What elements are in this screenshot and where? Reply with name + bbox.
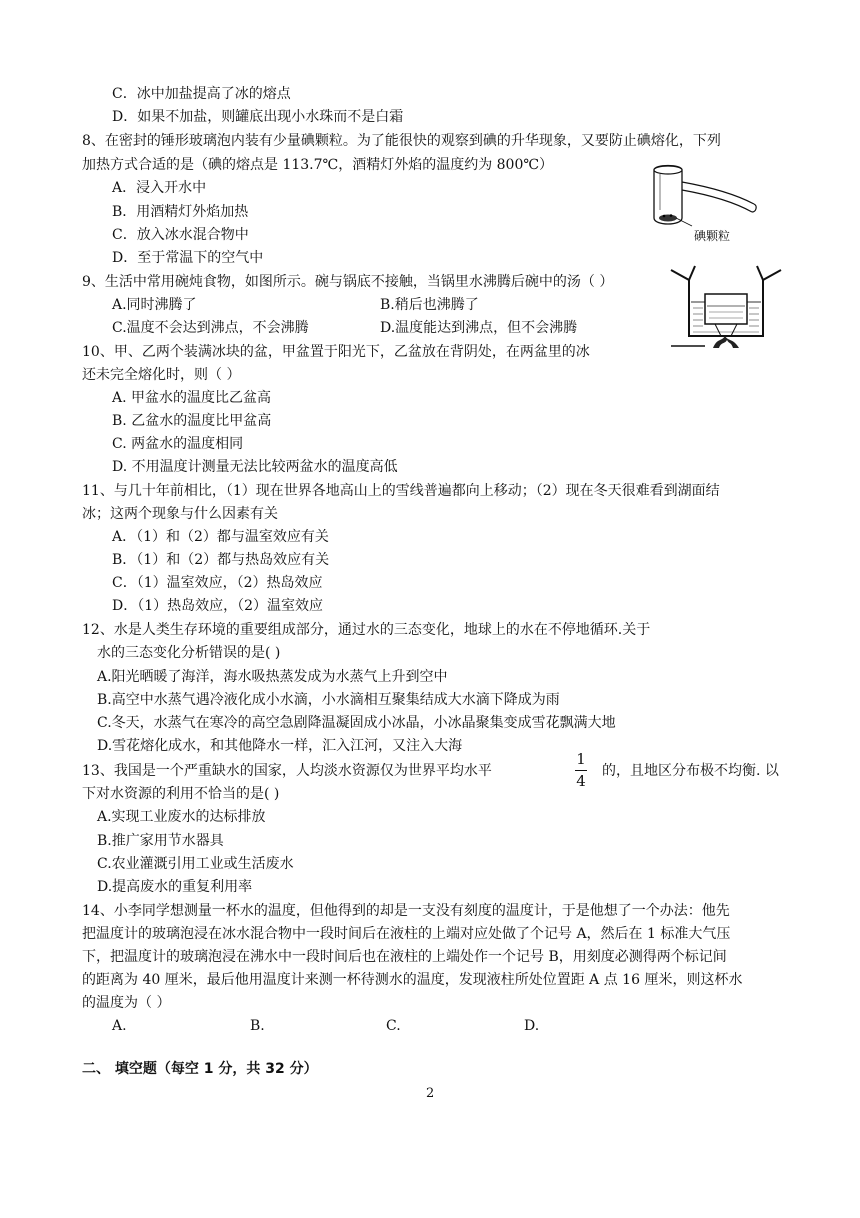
- q12-stem-line1: 12、水是人类生存环境的重要组成部分，通过水的三态变化，地球上的水在不停地循环.关于: [82, 622, 651, 638]
- q14-option-c: C.: [386, 1018, 401, 1034]
- q8-stem-line1: 8、在密封的锤形玻璃泡内装有少量碘颗粒。为了能很快的观察到碘的升华现象，又要防止碘熔化，下列: [82, 133, 721, 149]
- section-heading-fill-in: 二、 填空题（每空 1 分，共 32 分）: [82, 1061, 318, 1077]
- page-number: 2: [426, 1086, 435, 1101]
- q10-option-b: B. 乙盆水的温度比甲盆高: [112, 413, 272, 429]
- q7-option-c: C．冰中加盐提高了冰的熔点: [112, 86, 291, 102]
- q14-stem-line3: 下，把温度计的玻璃泡浸在沸水中一段时间后也在液柱的上端处作一个记号 B，用刻度必测得两个标记间: [82, 949, 727, 965]
- q10-stem-line2: 还未完全熔化时，则（ ）: [82, 367, 241, 383]
- pot-bowl-figure: [665, 262, 787, 350]
- q11-option-d: D．（1）热岛效应，（2）温室效应: [112, 598, 324, 614]
- q14-option-a: A.: [112, 1018, 127, 1034]
- q13-stem-line1b: 的，且地区分布极不均衡. 以: [602, 763, 779, 779]
- q12-option-d: D.雪花熔化成水，和其他降水一样，汇入江河，又注入大海: [97, 738, 463, 754]
- q14-option-d: D.: [524, 1018, 540, 1034]
- q14-stem-line2: 把温度计的玻璃泡浸在冰水混合物中一段时间后在液柱的上端对应处做了个记号 A，然后在 1 标准大气压: [82, 926, 731, 942]
- q11-stem-line2: 冰；这两个现象与什么因素有关: [82, 506, 278, 522]
- q7-option-d: D．如果不加盐，则罐底出现小水珠而不是白霜: [112, 109, 404, 125]
- q13-option-d: D.提高废水的重复利用率: [97, 879, 253, 895]
- q12-stem-line2: 水的三态变化分析错误的是( ): [97, 645, 281, 661]
- q11-option-a: A．（1）和（2）都与温室效应有关: [112, 529, 329, 545]
- q12-option-c: C.冬天，水蒸气在寒冷的高空急剧降温凝固成小冰晶，小冰晶聚集变成雪花飘满大地: [97, 715, 616, 731]
- q13-option-b: B.推广家用节水器具: [97, 833, 224, 849]
- q11-option-c: C．（1）温室效应，（2）热岛效应: [112, 575, 323, 591]
- q14-stem-line1: 14、小李同学想测量一杯水的温度，但他得到的却是一支没有刻度的温度计，于是他想了一个办法：他先: [82, 903, 730, 919]
- q12-option-a: A.阳光晒暖了海洋，海水吸热蒸发成为水蒸气上升到空中: [97, 669, 448, 685]
- q8-option-c: C．放入冰水混合物中: [112, 227, 249, 243]
- fraction-numerator: 1: [576, 750, 586, 768]
- q9-option-c: C.温度不会达到沸点，不会沸腾: [112, 320, 309, 336]
- q9-option-b: B.稍后也沸腾了: [380, 297, 479, 313]
- q13-option-c: C.农业灌溉引用工业或生活废水: [97, 856, 294, 872]
- q13-option-a: A.实现工业废水的达标排放: [97, 809, 266, 825]
- q10-stem-line1: 10、甲、乙两个装满冰块的盆，甲盆置于阳光下，乙盆放在背阴处，在两盆里的冰: [82, 344, 590, 360]
- q14-stem-line5: 的温度为（ ）: [82, 995, 171, 1011]
- q8-option-d: D．至于常温下的空气中: [112, 250, 264, 266]
- q8-option-b: B．用酒精灯外焰加热: [112, 204, 249, 220]
- q14-stem-line4: 的距离为 40 厘米，最后他用温度计来测一杯待测水的温度，发现液柱所处位置距 A 点 16 厘米，则这杯水: [82, 972, 743, 988]
- fraction-denominator: 4: [576, 772, 586, 790]
- q8-stem-line2: 加热方式合适的是（碘的熔点是 113.7℃，酒精灯外焰的温度约为 800℃）: [82, 157, 554, 173]
- q11-option-b: B．（1）和（2）都与热岛效应有关: [112, 552, 330, 568]
- q9-option-a: A.同时沸腾了: [112, 297, 197, 313]
- q11-stem-line1: 11、与几十年前相比，（1）现在世界各地高山上的雪线普遍都向上移动；（2）现在冬天很难看到湖面结: [82, 483, 720, 499]
- q8-option-a: A．浸入开水中: [112, 180, 207, 196]
- q13-stem-line1a: 13、我国是一个严重缺水的国家，人均淡水资源仅为世界平均水平: [82, 763, 492, 779]
- q10-option-a: A. 甲盆水的温度比乙盆高: [112, 390, 272, 406]
- q9-option-d: D.温度能达到沸点，但不会沸腾: [380, 320, 578, 336]
- iodine-figure-label: 碘颗粒: [694, 229, 731, 243]
- fraction-bar: [575, 770, 587, 771]
- q13-stem-line2: 下对水资源的利用不恰当的是( ): [82, 786, 280, 802]
- q9-stem: 9、生活中常用碗炖食物，如图所示。碗与锅底不接触，当锅里水沸腾后碗中的汤（ ）: [82, 274, 614, 290]
- q14-option-b: B.: [250, 1018, 265, 1034]
- q10-option-d: D. 不用温度计测量无法比较两盆水的温度高低: [112, 459, 398, 475]
- q12-option-b: B.高空中水蒸气遇冷液化成小水滴，小水滴相互聚集结成大水滴下降成为雨: [97, 692, 560, 708]
- q10-option-c: C. 两盆水的温度相同: [112, 436, 244, 452]
